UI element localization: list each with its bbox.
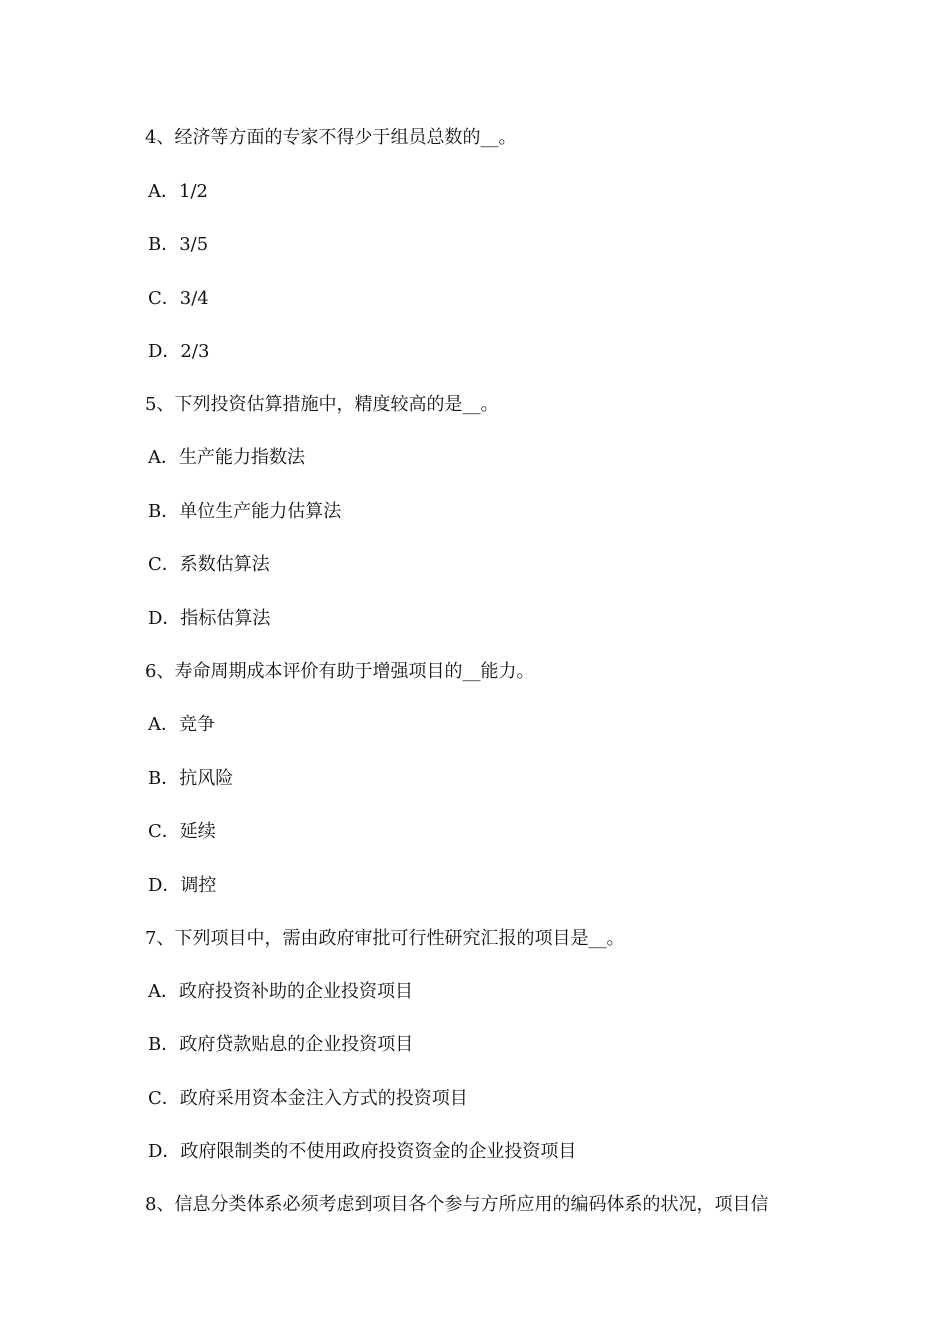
- option-b: B．3/5: [148, 234, 209, 255]
- option-c: C．延续: [148, 821, 216, 842]
- option-a: A．竞争: [148, 714, 215, 735]
- option-a: A．生产能力指数法: [148, 447, 305, 468]
- option-c: C．系数估算法: [148, 554, 270, 575]
- question-stem: 7、下列项目中，需由政府审批可行性研究汇报的项目是__。: [145, 928, 625, 949]
- question-stem: 4、经济等方面的专家不得少于组员总数的__。: [145, 127, 517, 148]
- question-stem: 8、信息分类体系必须考虑到项目各个参与方所应用的编码体系的状况，项目信: [145, 1194, 769, 1215]
- question-stem: 6、寿命周期成本评价有助于增强项目的__能力。: [145, 661, 535, 682]
- option-b: B．单位生产能力估算法: [148, 501, 342, 522]
- option-b: B．政府贷款贴息的企业投资项目: [148, 1034, 414, 1055]
- option-c: C．政府采用资本金注入方式的投资项目: [148, 1088, 468, 1109]
- option-a: A．1/2: [148, 181, 208, 202]
- option-b: B．抗风险: [148, 768, 234, 789]
- option-d: D．指标估算法: [148, 608, 271, 629]
- option-d: D．2/3: [148, 341, 210, 362]
- option-d: D．政府限制类的不使用政府投资资金的企业投资项目: [148, 1141, 577, 1162]
- question-stem: 5、下列投资估算措施中，精度较高的是__。: [145, 394, 499, 415]
- option-a: A．政府投资补助的企业投资项目: [148, 981, 413, 1002]
- option-c: C．3/4: [148, 288, 209, 309]
- option-d: D．调控: [148, 875, 217, 896]
